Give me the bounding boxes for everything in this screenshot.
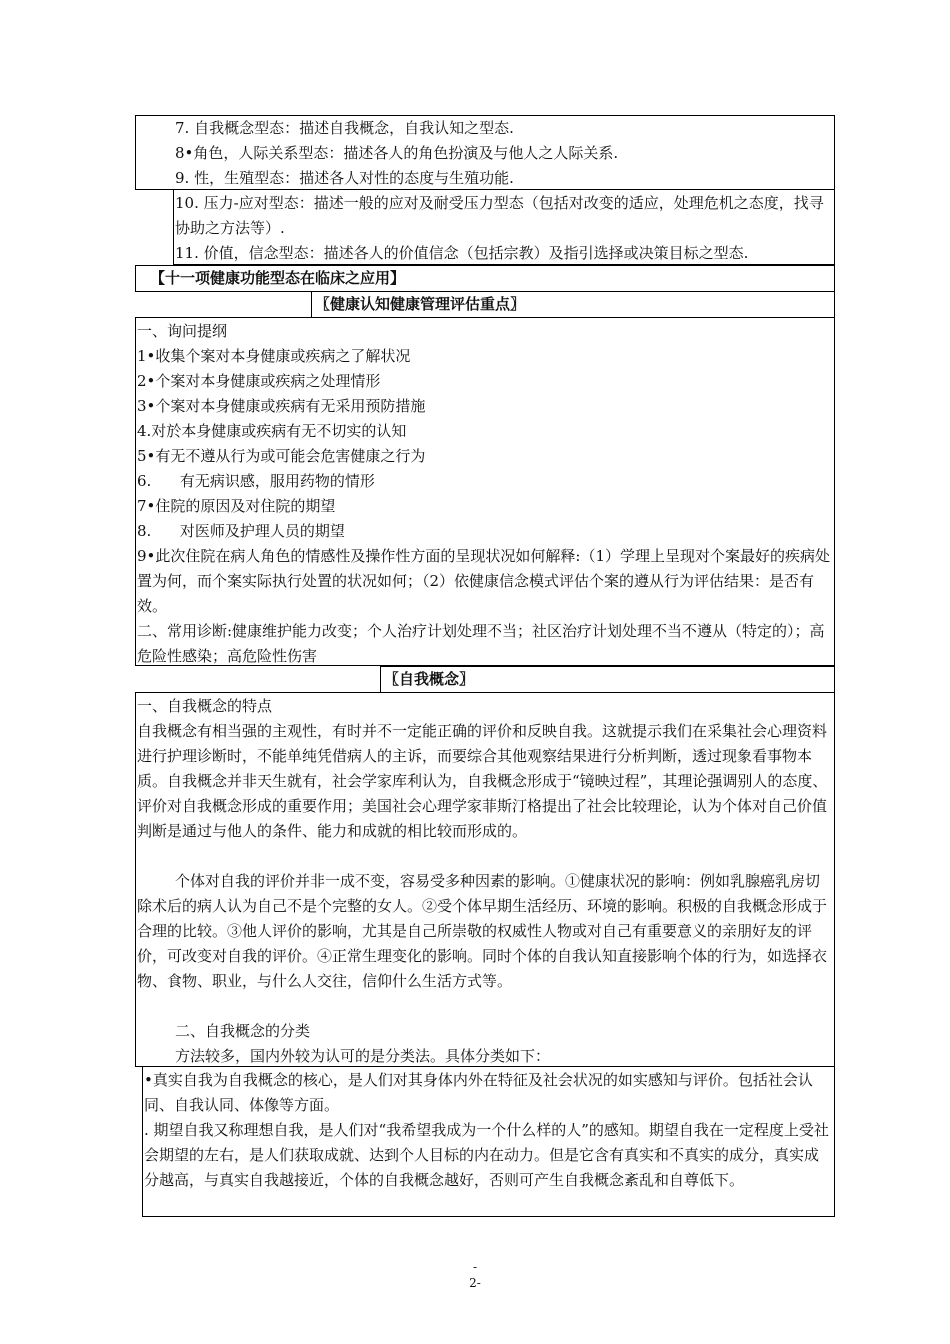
pattern-item-8: 8•角色，人际关系型态：描述各人的角色扮演及与他人之人际关系. [175,144,619,162]
real-self-paragraph: •真实自我为自我概念的核心，是人们对其身体内外在特征及社会状况的如实感知与评价。包括社会认同、自我认同、体像等方面。 [144,1071,813,1114]
pattern-item-7: 7. 自我概念型态：描述自我概念，自我认知之型态. [175,119,514,137]
application-heading: 【十一项健康功能型态在临床之应用】 [150,269,406,287]
health-item-6: 6. 有无病识感，服用药物的情形 [137,472,375,490]
health-item-5: 5•有无不遵从行为或可能会危害健康之行为 [137,447,426,465]
footer-dash: - [472,1260,478,1274]
self-concept-paragraph-2: 个体对自我的评价并非一成不变，容易受多种因素的影响。①健康状况的影响：例如乳腺癌乳房切除术后的病人认为自己不是个完整的女人。②受个体早期生活经历、环境的影响。积极的自我概念形成于合理的比较。③他人评价的影响，尤其是自己所崇敬的权威性人物或对自己有重要意义的亲朋好友的评价，可改变对自我的评价。④正常生理变化的影响。同时个体的自我认知直接影响个体的行为，如选择衣物、食物、职业，与什么人交往，信仰什么生活方式等。 [137,872,828,990]
self-concept-heading: 〖自我概念〗 [384,670,475,688]
health-item-1: 1•收集个案对本身健康或疾病之了解状况 [137,347,411,365]
pattern-item-10: 10. 压力-应对型态：描述一般的应对及耐受压力型态（包括对改变的适应，处理危机之态度，找寻协助之方法等）. [175,194,824,237]
self-concept-paragraph-1: 自我概念有相当强的主观性，有时并不一定能正确的评价和反映自我。这就提示我们在采集社会心理资料进行护理诊断时，不能单纯凭借病人的主诉，而要综合其他观察结果进行分析判断，透过现象看事物本质。自我概念并非天生就有，社会学家库利认为，自我概念形成于“镜映过程”，其理论强调别人的态度、评价对自我概念形成的重要作用；美国社会心理学家菲斯汀格提出了社会比较理论，认为个体对自己价值判断是通过与他人的条件、能力和成就的相比较而形成的。 [137,722,828,840]
health-item-7: 7•住院的原因及对住院的期望 [137,497,336,515]
self-concept-class-intro: 方法较多，国内外较为认可的是分类法。具体分类如下： [175,1047,551,1065]
self-concept-feature-title: 一、自我概念的特点 [137,697,273,715]
pattern-item-11: 11. 价值，信念型态：描述各人的价值信念（包括宗教）及指引选择或决策目标之型态. [175,244,749,262]
self-concept-class-title: 二、自我概念的分类 [175,1022,311,1040]
page-number: 2- [469,1276,481,1290]
pattern-item-9: 9. 性，生殖型态：描述各人对性的态度与生殖功能. [175,169,514,187]
health-item-9: 9•此次住院在病人角色的情感性及操作性方面的呈现状况如何解释:（1）学理上呈现对个案最好的疾病处置为何，而个案实际执行处置的状况如何；（2）依健康信念模式评估个案的遵从行为评估结果：是否有效。 [137,547,830,615]
health-item-4: 4.对於本身健康或疾病有无不切实的认知 [137,422,407,440]
ideal-self-paragraph: . 期望自我又称理想自我，是人们对“我希望我成为一个什么样的人”的感知。期望自我在一定程度上受社会期望的左右，是人们获取成就、达到个人目标的内在动力。但是它含有真实和不真实的成分，真实成分越高，与真实自我越接近，个体的自我概念越好，否则可产生自我概念紊乱和自尊低下。 [144,1121,829,1189]
common-diagnosis: 二、常用诊断:健康维护能力改变；个人治疗计划处理不当；社区治疗计划处理不当不遵从（特定的）；高危险性感染；高危险性伤害 [137,622,825,665]
health-heading: 〖健康认知健康管理评估重点〗 [315,295,526,313]
outline-title: 一、询问提纲 [137,322,228,340]
health-item-3: 3•个案对本身健康或疾病有无采用预防措施 [137,397,426,415]
health-item-2: 2•个案对本身健康或疾病之处理情形 [137,372,381,390]
health-item-8: 8. 对医师及护理人员的期望 [137,522,345,540]
